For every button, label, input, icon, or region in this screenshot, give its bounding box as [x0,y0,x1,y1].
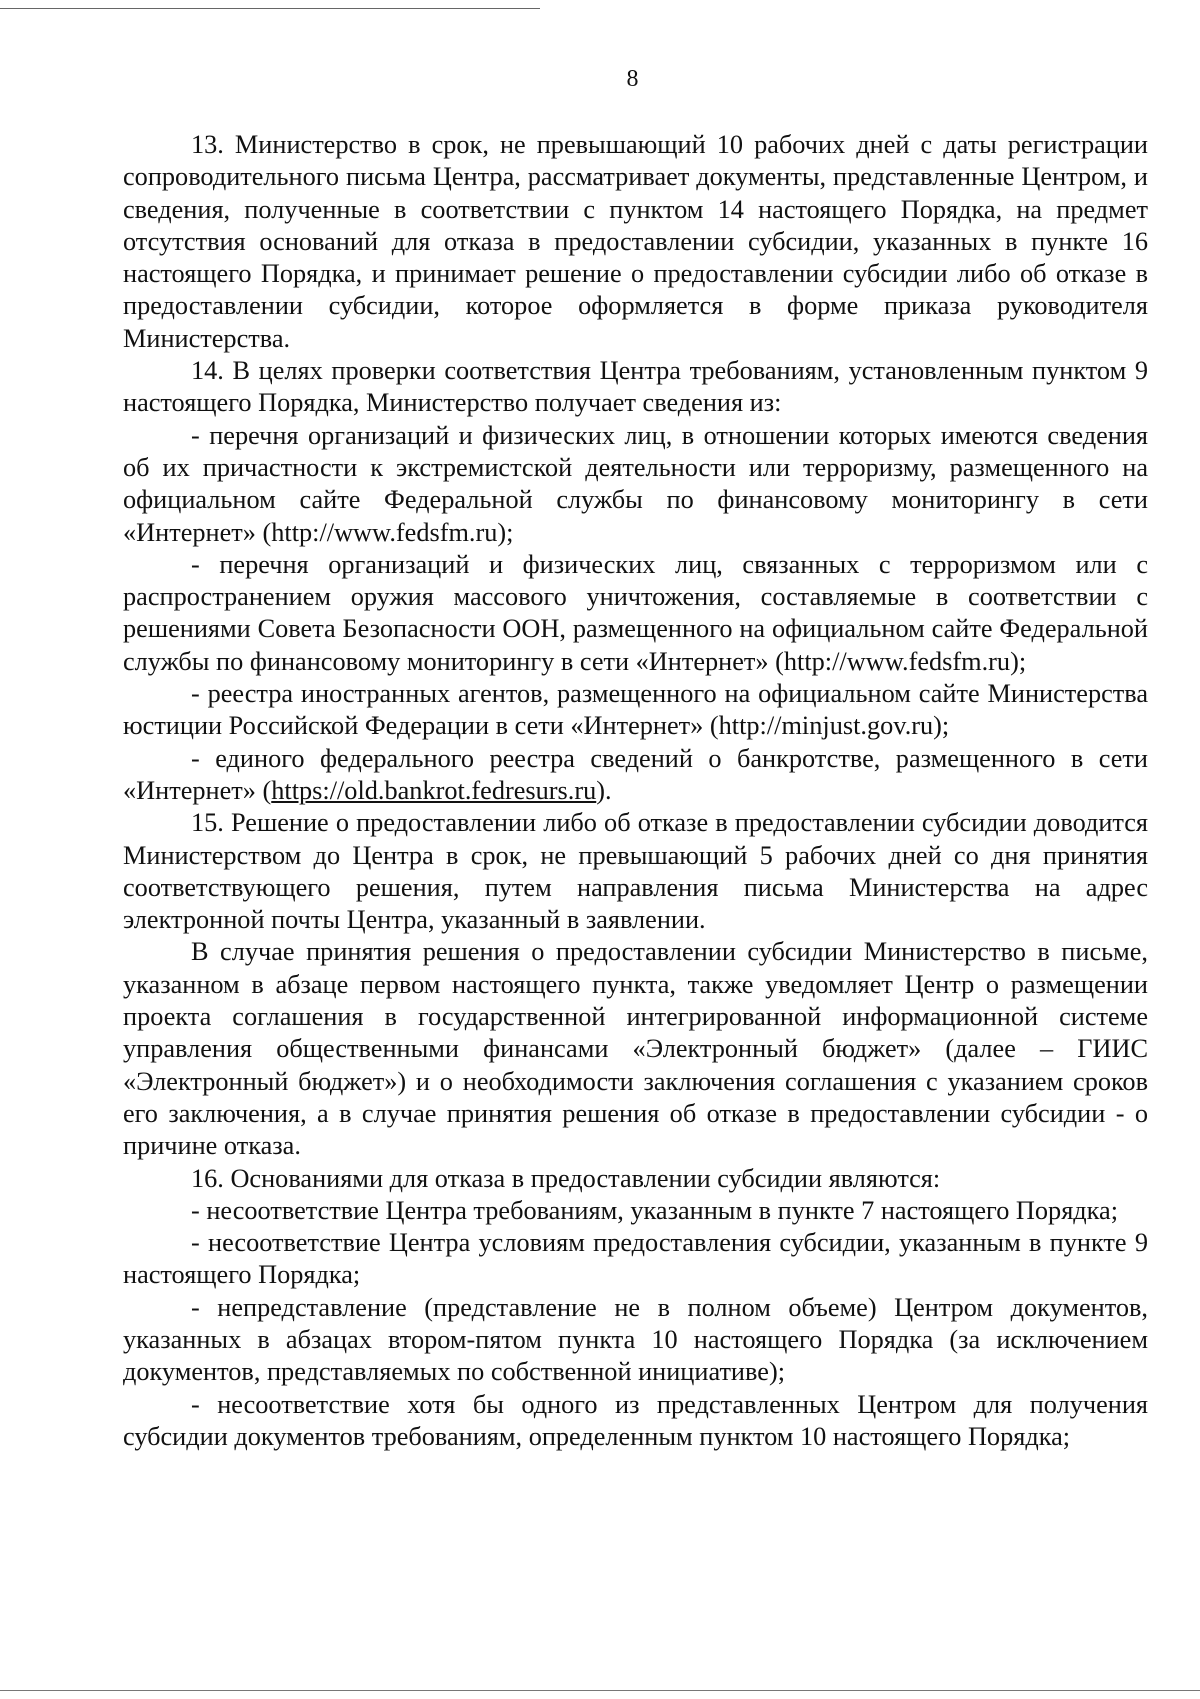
list-item-foreign-agents: - реестра иностранных агентов, размещенного на официальном сайте Министерства юстиции Российской Федерации в сети «Интернет» (http://minjust.gov.ru); [123,679,1148,741]
paragraph-15: 15. Решение о предоставлении либо об отказе в предоставлении субсидии доводится Министерством до Центра в срок, не превышающий 5 рабочих дней со дня принятия соответствующего решения, путем направления письма Министерства на адрес электронной почты Центра, указанный в заявлении. [123,808,1148,935]
document-body [123,129,1148,1453]
list-item-bankruptcy-register [123,743,1148,808]
paragraph-15-part-2: В случае принятия решения о предоставлении субсидии Министерство в письме, указанном в абзаце первом настоящего пункта, также уведомляет Центр о размещении проекта соглашения в государственной интегрированной информационной системе управления общественными финансами «Электронный бюджет» (далее – ГИИС «Электронный бюджет») и о необходимости заключения соглашения с указанием сроков его заключения, а в случае принятия решения об отказе в предоставлении субсидии - о причине отказа. [123,937,1148,1161]
paragraph-13: 13. Министерство в срок, не превышающий 10 рабочих дней с даты регистрации сопроводительного письма Центра, рассматривает документы, представленные Центром, и сведения, полученные в соответствии с пунктом 14 настоящего Порядка, на предмет отсутствия оснований для отказа в предоставлении субсидии, указанных в пункте 16 настоящего Порядка, и принимает решение о предоставлении субсидии либо об отказе в предоставлении субсидии, которое оформляется в форме приказа руководителя Министерства. [123,130,1148,353]
list-item-requirements-mismatch: - несоответствие Центра требованиям, указанным в пункте 7 настоящего Порядка; [191,1195,1119,1225]
page-number: 8 [626,66,639,92]
top-rule [0,8,540,9]
list-item-documents-missing: - непредставление (представление не в полном объеме) Центром документов, указанных в абзацах втором-пятом пункта 10 настоящего Порядка (за исключением документов, представляемых по собственной инициативе); [123,1292,1148,1387]
paragraph-16: 16. Основаниями для отказа в предоставлении субсидии являются: [191,1163,941,1193]
paragraph-14: 14. В целях проверки соответствия Центра требованиям, установленным пунктом 9 настоящего Порядка, Министерство получает сведения из: [123,356,1148,418]
list-item-conditions-mismatch: - несоответствие Центра условиям предоставления субсидии, указанным в пункте 9 настоящего Порядка; [123,1228,1148,1290]
list-item-terrorism-list: - перечня организаций и физических лиц, связанных с терроризмом или с распространением оружия массового уничтожения, составляемые в соответствии с решениями Совета Безопасности ООН, размещенного на официальном сайте Федеральной службы по финансовому мониторингу в сети «Интернет» (http://www.fedsfm.ru); [123,549,1148,676]
bankruptcy-text-after: ). [596,775,612,805]
list-item-extremism-list: - перечня организаций и физических лиц, в отношении которых имеются сведения об их причастности к экстремистской деятельности или терроризму, размещенного на официальном сайте Федеральной службы по финансовому мониторингу в сети «Интернет» (http://www.fedsfm.ru); [123,420,1148,547]
list-item-documents-invalid: - несоответствие хотя бы одного из представленных Центром для получения субсидии документов требованиям, определенным пунктом 10 настоящего Порядка; [123,1389,1148,1451]
bankruptcy-register-link[interactable]: https://old.bankrot.fedresurs.ru [271,775,597,805]
bottom-rule [0,1690,1200,1691]
bankruptcy-text-before: - единого федерального реестра сведений о банкротстве, размещенного в сети «Интернет» ( [123,743,1148,805]
